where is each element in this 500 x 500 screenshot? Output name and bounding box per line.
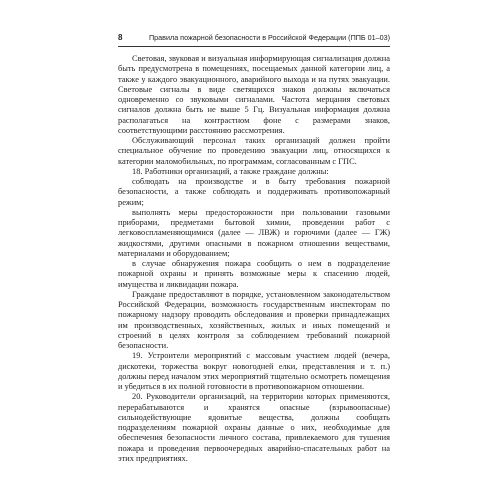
paragraph: Обслуживающий персонал таких организаций должен пройти специальное обучение по проведению эвакуации лиц, относящихся к категории маломобильных, по программам, согласованным с ГПС. bbox=[118, 136, 390, 166]
document-page bbox=[118, 30, 390, 500]
body-text bbox=[118, 54, 390, 464]
page-header bbox=[118, 30, 390, 47]
paragraph: 18. Работники организаций, а также граждане должны: bbox=[132, 166, 329, 176]
paragraph: Световая, звуковая и визуальная информирующая сигнализация должна быть предусмотрена в помещениях, посещаемых данной категории лиц, а также у каждого эвакуационного, аварийного выхода и на путях эвакуации. Световые сигналы в виде светящихся знаков должны включаться одновременно со звуковыми сигналами. Частота мерцания световых сигналов должна быть не выше 5 Гц. Визуальная информация должна располагаться на контрастном фоне с размерами знаков, соответствующими расстоянию рассмотрения. bbox=[118, 54, 390, 135]
paragraph: соблюдать на производстве и в быту требования пожарной безопасности, а также соблюдать и поддерживать противопожарный режим; bbox=[118, 177, 390, 207]
paragraph: Граждане предоставляют в порядке, установленном законодательством Российской Федерации, возможность государственным инспекторам по пожарному надзору проводить обследования и проверки принадлежащих им производственных, хозяйственных, жилых и иных помещений и строений в целях контроля за соблюдением требований пожарной безопасности. bbox=[118, 289, 390, 350]
running-title: Правила пожарной безопасности в Российской Федерации (ППБ 01–03) bbox=[149, 33, 390, 42]
paragraph: выполнять меры предосторожности при пользовании газовыми приборами, предметами бытовой химии, проведении работ с легковоспламеняющимися (далее — ЛВЖ) и горючими (далее — ГЖ) жидкостями, другими опасными в пожарном отношении веществами, материалами и оборудованием; bbox=[118, 207, 390, 258]
page-number: 8 bbox=[118, 33, 123, 42]
paragraph: 20. Руководители организаций, на территории которых применяются, перерабатываются и хранятся опасные (взрывоопасные) сильнодействующие ядовитые вещества, должны сообщать подразделениям пожарной охраны данные о них, необходимые для обеспечения безопасности личного состава, привлекаемого для тушения пожара и проведения первоочередных аварийно-спасательных работ на этих предприятиях. bbox=[118, 392, 390, 463]
paragraph: в случае обнаружения пожара сообщить о нем в подразделение пожарной охраны и принять возможные меры к спасению людей, имущества и ликвидации пожара. bbox=[118, 259, 390, 289]
paragraph: 19. Устроители мероприятий с массовым участием людей (вечера, дискотеки, торжества вокруг новогодней елки, представления и т. п.) должны перед началом этих мероприятий тщательно осмотреть помещения и убедиться в их полной готовности в противопожарном отношении. bbox=[118, 351, 390, 391]
